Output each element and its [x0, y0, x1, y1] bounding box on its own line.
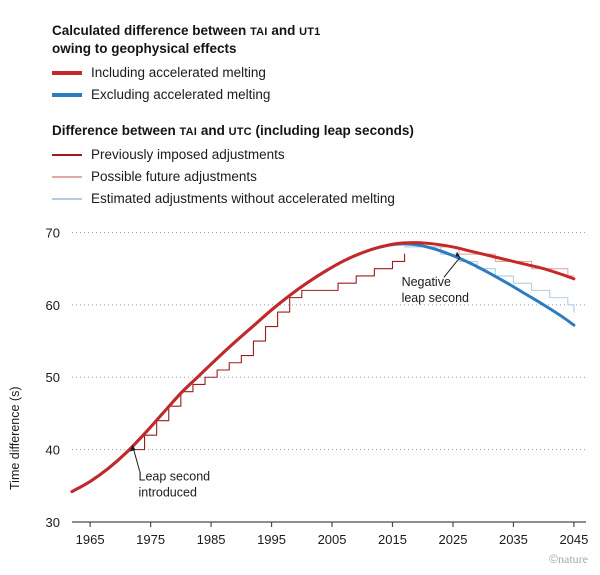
legend-group1-title-line2: owing to geophysical effects: [52, 40, 237, 56]
credit-text: nature: [558, 552, 588, 566]
legend-item-excluding-melting: [52, 86, 572, 105]
legend-group1-title-line1: Calculated difference between TAI and UT1: [52, 23, 321, 38]
annotation-leap-second-introduced: Leap second: [138, 469, 211, 484]
chart-svg: [0, 200, 600, 575]
x-tick-label: 1995: [257, 532, 287, 547]
chart-plot-area: [0, 200, 600, 575]
legend: [52, 22, 572, 211]
x-tick-label: 2045: [559, 532, 589, 547]
series-line: [72, 244, 574, 492]
legend-group1-title: [52, 22, 572, 58]
annotation-negative-leap-second-line2: leap second: [401, 291, 469, 306]
annotation-negative-leap-second: Negative: [401, 275, 451, 290]
legend-label-including-melting: Including accelerated melting: [91, 64, 266, 80]
x-tick-label: 1975: [136, 532, 166, 547]
legend-label-previous-adjustments: Previously imposed adjustments: [91, 146, 285, 162]
y-tick-label: 30: [45, 515, 60, 530]
y-tick-label: 50: [45, 370, 60, 386]
series-line: [132, 254, 404, 449]
legend-label-future-adjustments: Possible future adjustments: [91, 168, 257, 184]
legend-spacer: [52, 108, 572, 122]
legend-swatch-excluding-melting: [52, 93, 82, 97]
y-tick-label: 40: [45, 442, 60, 458]
nature-credit: [549, 552, 588, 567]
legend-label-estimated-adjustments: Estimated adjustments without accelerated melting: [91, 190, 395, 206]
legend-item-future-adjustments: [52, 167, 572, 186]
x-tick-labels: [76, 522, 589, 547]
legend-group2-title: Difference between TAI and UTC (including leap seconds): [52, 122, 414, 138]
legend-item-including-melting: [52, 64, 572, 83]
y-axis-label: Time difference (s): [8, 386, 22, 490]
x-tick-label: 2005: [317, 532, 347, 547]
x-tick-label: 2035: [498, 532, 528, 547]
y-tick-label: 60: [45, 297, 60, 313]
legend-swatch-previous-adjustments: [52, 154, 82, 156]
y-tick-labels: [46, 225, 60, 530]
legend-swatch-including-melting: [52, 71, 82, 75]
data-series-layer: [72, 243, 574, 492]
legend-label-excluding-melting: Excluding accelerated melting: [91, 86, 271, 102]
x-tick-label: 1985: [196, 532, 226, 547]
series-line: [72, 243, 574, 492]
x-tick-label: 2025: [438, 532, 468, 547]
x-tick-label: 1965: [75, 532, 105, 547]
x-tick-label: 2015: [378, 532, 407, 547]
legend-item-previous-adjustments: [52, 145, 572, 164]
legend-swatch-future-adjustments: [52, 176, 82, 178]
y-tick-label: 70: [45, 225, 60, 241]
copyright-icon: ©: [549, 552, 559, 566]
annotation-leap-second-introduced-line2: introduced: [138, 485, 197, 500]
